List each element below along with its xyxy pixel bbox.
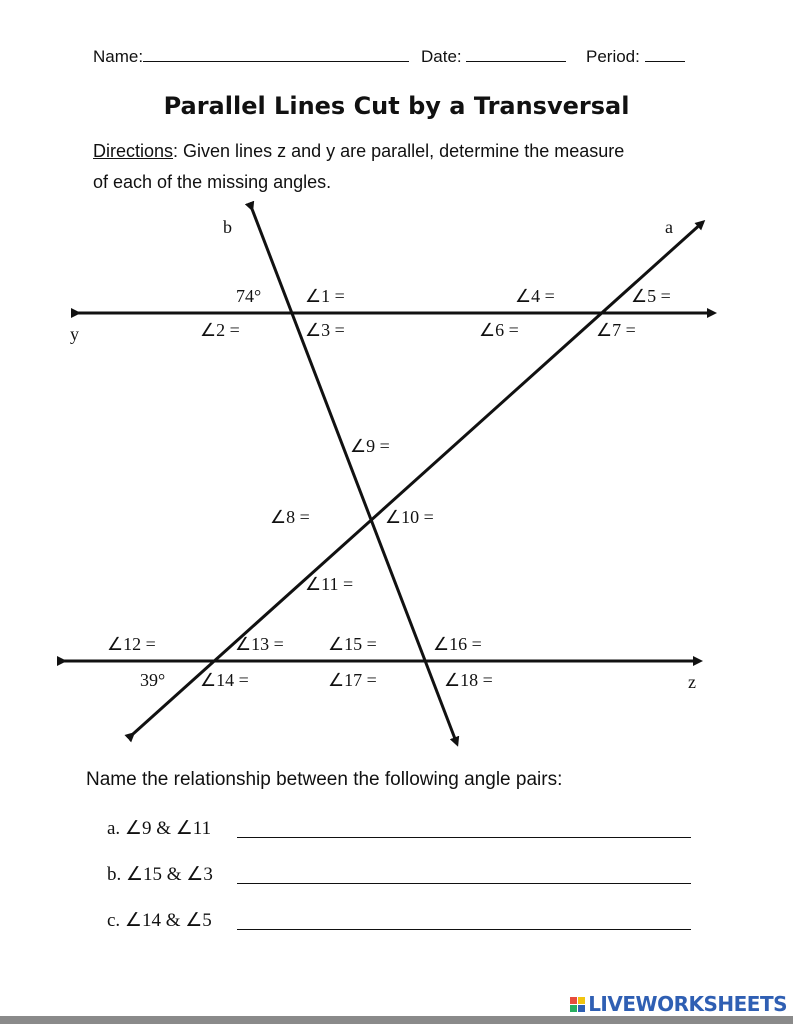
given-angle-39: 39° <box>140 670 166 690</box>
line-label-z: z <box>688 672 696 692</box>
angle-12-label: ∠12 = <box>107 634 156 654</box>
angle-14-label: ∠14 = <box>200 670 249 690</box>
line-a <box>133 222 703 734</box>
angle-18-label: ∠18 = <box>444 670 493 690</box>
pair-question-a <box>107 817 697 841</box>
angle-7-label: ∠7 = <box>596 320 636 340</box>
liveworksheets-logo-icon <box>570 997 585 1012</box>
pair-a-answer-line[interactable] <box>237 837 691 838</box>
logo-square <box>578 997 585 1004</box>
directions-text-line1: : Given lines z and y are parallel, determine the measure <box>173 141 625 161</box>
directions-label: Directions <box>93 141 174 161</box>
angle-5-label: ∠5 = <box>631 286 671 306</box>
footer-bar <box>0 1016 793 1024</box>
pair-b-label: b. ∠15 & ∠3 <box>107 864 213 885</box>
pair-a-label: a. ∠9 & ∠11 <box>107 818 212 839</box>
line-b <box>252 209 457 744</box>
relationship-prompt: Name the relationship between the following angle pairs: <box>86 769 563 790</box>
directions-text-line2: of each of the missing angles. <box>93 172 332 192</box>
worksheet-title: Parallel Lines Cut by a Transversal <box>163 92 630 120</box>
line-label-y: y <box>70 324 79 344</box>
pair-b-answer-line[interactable] <box>237 883 691 884</box>
logo-square <box>570 1005 577 1012</box>
angle-15-label: ∠15 = <box>328 634 377 654</box>
line-label-a: a <box>665 217 673 237</box>
name-label: Name: <box>93 47 144 66</box>
line-label-b: b <box>223 217 232 237</box>
pair-c-label: c. ∠14 & ∠5 <box>107 910 212 931</box>
brand-name: LIVEWORKSHEETS <box>588 992 787 1016</box>
angle-2-label: ∠2 = <box>200 320 240 340</box>
angle-3-label: ∠3 = <box>305 320 345 340</box>
logo-square <box>578 1005 585 1012</box>
angle-6-label: ∠6 = <box>479 320 519 340</box>
given-angle-74: 74° <box>236 286 262 306</box>
angle-8-label: ∠8 = <box>270 507 310 527</box>
angle-11-label: ∠11 = <box>305 574 354 594</box>
period-label: Period: <box>586 47 640 66</box>
angle-1-label: ∠1 = <box>305 286 345 306</box>
pair-question-c <box>107 909 697 933</box>
date-label: Date: <box>421 47 462 66</box>
liveworksheets-brand[interactable] <box>570 992 787 1016</box>
angle-10-label: ∠10 = <box>385 507 434 527</box>
angle-16-label: ∠16 = <box>433 634 482 654</box>
angle-13-label: ∠13 = <box>235 634 284 654</box>
angle-4-label: ∠4 = <box>515 286 555 306</box>
pair-c-answer-line[interactable] <box>237 929 691 930</box>
angle-9-label: ∠9 = <box>350 436 390 456</box>
logo-square <box>570 997 577 1004</box>
angle-17-label: ∠17 = <box>328 670 377 690</box>
pair-question-b <box>107 863 697 887</box>
